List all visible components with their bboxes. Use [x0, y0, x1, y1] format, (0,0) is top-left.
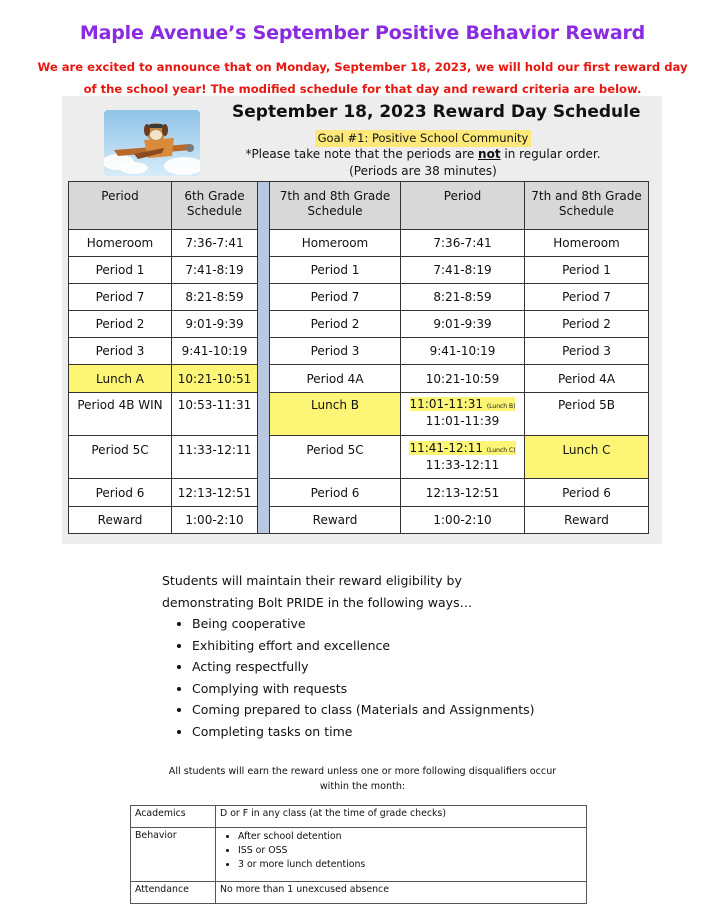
schedule-divider: [258, 182, 270, 534]
criteria-list: [162, 613, 535, 742]
criteria-intro-1: Students will maintain their reward eligibility by: [162, 573, 462, 588]
time-78: 8:21-8:59: [401, 284, 525, 311]
page-title: Maple Avenue’s September Positive Behavior Reward: [79, 22, 646, 44]
intro-line-2: of the school year! The modified schedule for that day and reward criteria are below.: [83, 82, 642, 96]
schedule-table: [68, 181, 649, 534]
period-6th: Period 7: [69, 284, 172, 311]
period-78b: Period 1: [525, 257, 649, 284]
table-row: [69, 436, 649, 479]
time-78: 9:01-9:39: [401, 311, 525, 338]
table-row: [131, 828, 587, 882]
note-post: in regular order.: [500, 147, 601, 161]
period-6th: Period 6: [69, 479, 172, 507]
criteria-section: [162, 570, 535, 742]
period-78b: Lunch C: [525, 436, 649, 479]
time-6th: 10:21-10:51: [172, 365, 258, 393]
table-row: [131, 882, 587, 904]
intro-text: [0, 56, 725, 100]
period-78: Period 3: [270, 338, 401, 365]
lunch-time: 11:01-11:31 (Lunch B): [409, 397, 516, 411]
table-row: [69, 365, 649, 393]
list-item: • 3 or more lunch detentions: [238, 858, 582, 872]
period-6th: Period 2: [69, 311, 172, 338]
period-78b: Period 7: [525, 284, 649, 311]
goal-text: Goal #1: Positive School Community: [315, 130, 532, 147]
time-6th: 7:36-7:41: [172, 230, 258, 257]
period-78: Period 5C: [270, 436, 401, 479]
note-pre: *Please take note that the periods are: [245, 147, 479, 161]
period-78b: Period 6: [525, 479, 649, 507]
period-6th: Period 4B WIN: [69, 393, 172, 436]
period-6th: Homeroom: [69, 230, 172, 257]
time-78: 7:36-7:41: [401, 230, 525, 257]
time-6th: 9:41-10:19: [172, 338, 258, 365]
period-6th: Period 1: [69, 257, 172, 284]
note-not: not: [478, 147, 501, 161]
table-row: [69, 393, 649, 436]
time-6th: 9:01-9:39: [172, 311, 258, 338]
list-item: • Acting respectfully: [192, 656, 535, 678]
disqualifier-intro-1: All students will earn the reward unless one or more following disqualifiers occur: [168, 766, 557, 777]
class-time: 11:01-11:39: [425, 414, 500, 428]
table-row: [69, 479, 649, 507]
schedule-note-2: (Periods are 38 minutes): [349, 164, 497, 178]
table-row: [69, 311, 649, 338]
time-6th: 7:41-8:19: [172, 257, 258, 284]
time-6th: 11:33-12:11: [172, 436, 258, 479]
time-78: 7:41-8:19: [401, 257, 525, 284]
list-item: • After school detention: [238, 830, 582, 844]
time-6th: 8:21-8:59: [172, 284, 258, 311]
col-header-period: Period: [69, 182, 172, 230]
time-78: 1:00-2:10: [401, 507, 525, 534]
disq-list-cell: [216, 828, 587, 882]
disqualifier-table: [130, 805, 587, 904]
table-row: [69, 257, 649, 284]
criteria-intro-2: demonstrating Bolt PRIDE in the following ways…: [162, 594, 473, 610]
period-78: Homeroom: [270, 230, 401, 257]
period-78: Lunch B: [270, 393, 401, 436]
class-time: 11:33-12:11: [425, 458, 500, 472]
table-row: [69, 230, 649, 257]
list-item: • Completing tasks on time: [192, 721, 535, 743]
list-item: • Being cooperative: [192, 613, 535, 635]
disqualifier-intro: [0, 764, 725, 794]
schedule-title: September 18, 2023 Reward Day Schedule: [232, 102, 641, 122]
schedule-note: [232, 146, 614, 163]
goal-line: [232, 127, 614, 147]
table-row: [69, 507, 649, 534]
period-78: Period 1: [270, 257, 401, 284]
period-78b: Period 4A: [525, 365, 649, 393]
period-78: Period 2: [270, 311, 401, 338]
col-header-period-2: Period: [401, 182, 525, 230]
disq-label: Academics: [131, 806, 216, 828]
time-78: 12:13-12:51: [401, 479, 525, 507]
period-78: Period 4A: [270, 365, 401, 393]
disq-label: Attendance: [131, 882, 216, 904]
time-78: 9:41-10:19: [401, 338, 525, 365]
list-item: • ISS or OSS: [238, 844, 582, 858]
time-78-split: [401, 393, 525, 436]
schedule-header-row: [69, 182, 649, 230]
mascot-image: [104, 110, 200, 176]
period-6th: Reward: [69, 507, 172, 534]
col-header-78-grade-2: 7th and 8th Grade Schedule: [525, 182, 649, 230]
disq-text: No more than 1 unexcused absence: [216, 882, 587, 904]
time-78-split: [401, 436, 525, 479]
time-6th: 12:13-12:51: [172, 479, 258, 507]
list-item: • Exhibiting effort and excellence: [192, 635, 535, 657]
intro-line-1: We are excited to announce that on Monday, September 18, 2023, we will hold our first reward day: [37, 60, 688, 74]
table-row: [69, 284, 649, 311]
period-6th: Period 3: [69, 338, 172, 365]
time-6th: 1:00-2:10: [172, 507, 258, 534]
col-header-6th-grade: 6th Grade Schedule: [172, 182, 258, 230]
disq-text: D or F in any class (at the time of grade checks): [216, 806, 587, 828]
period-78: Period 7: [270, 284, 401, 311]
period-6th: Lunch A: [69, 365, 172, 393]
col-header-78-grade: 7th and 8th Grade Schedule: [270, 182, 401, 230]
period-6th: Period 5C: [69, 436, 172, 479]
table-row: [69, 338, 649, 365]
period-78b: Period 3: [525, 338, 649, 365]
period-78b: Period 5B: [525, 393, 649, 436]
list-item: • Coming prepared to class (Materials and Assignments): [192, 699, 535, 721]
disqualifier-intro-2: within the month:: [319, 781, 406, 792]
disq-label: Behavior: [131, 828, 216, 882]
period-78: Period 6: [270, 479, 401, 507]
period-78b: Homeroom: [525, 230, 649, 257]
period-78: Reward: [270, 507, 401, 534]
time-78: 10:21-10:59: [401, 365, 525, 393]
table-row: [131, 806, 587, 828]
lunch-time: 11:41-12:11 (Lunch C): [409, 441, 516, 455]
time-6th: 10:53-11:31: [172, 393, 258, 436]
list-item: • Complying with requests: [192, 678, 535, 700]
period-78b: Period 2: [525, 311, 649, 338]
period-78b: Reward: [525, 507, 649, 534]
disq-list: [220, 830, 582, 872]
